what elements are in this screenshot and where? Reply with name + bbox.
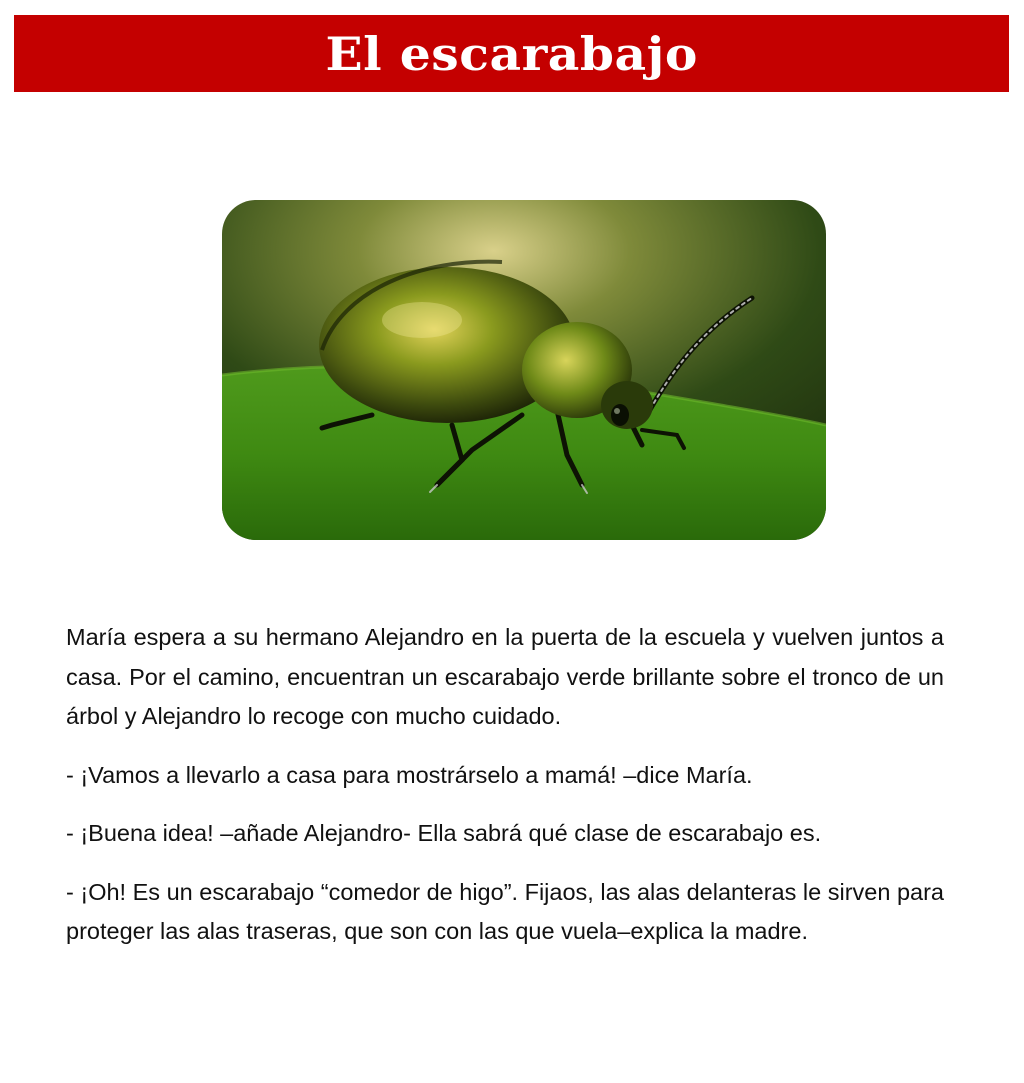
story-paragraph-2: - ¡Vamos a llevarlo a casa para mostrárselo a mamá! –dice María. <box>66 761 753 788</box>
title-bar <box>14 15 1009 92</box>
story-paragraph-4: - ¡Oh! Es un escarabajo “comedor de higo”. Fijaos, las alas delanteras le sirven para proteger las alas traseras, que son con las que vuela–explica la madre. <box>66 878 944 944</box>
beetle-illustration <box>222 200 826 540</box>
story-text <box>66 618 944 971</box>
story-paragraph-3: - ¡Buena idea! –añade Alejandro- Ella sabrá qué clase de escarabajo es. <box>66 820 822 846</box>
beetle-photo <box>222 200 826 540</box>
page-title: El escarabajo <box>325 26 698 81</box>
story-paragraph-1: María espera a su hermano Alejandro en la puerta de la escuela y vuelven juntos a casa. Por el camino, encuentran un escarabajo verde brillante sobre el tronco de un árbol y Alejandro lo recoge con mucho cuidado. <box>66 624 944 729</box>
